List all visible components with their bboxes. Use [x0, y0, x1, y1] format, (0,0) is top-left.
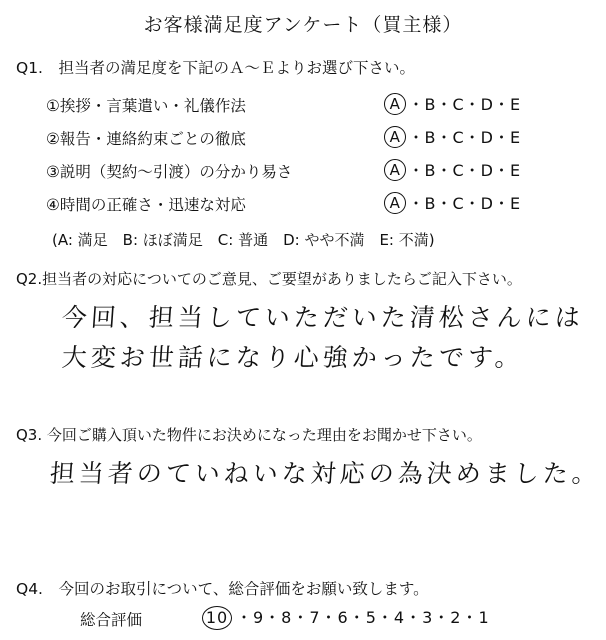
q1-legend: (A: 満足 B: ほぼ満足 C: 普通 D: やや不満 E: 不満)	[52, 231, 435, 249]
q2-answer-line1: 今回、担当していただいた清松さんには	[60, 303, 585, 332]
q1-item-greeting: ①挨拶・言葉遣い・礼儀作法	[46, 97, 246, 115]
q3-question: Q3. 今回ご購入頂いた物件にお決めになった理由をお聞かせ下さい。	[16, 426, 482, 444]
rating-options: ・B・C・D・E	[408, 194, 521, 213]
q2-answer-line2: 大変お世話になり心強かったです。	[60, 343, 525, 372]
q4-score-scale	[202, 605, 490, 630]
page-title: お客様満足度アンケート（買主様）	[143, 14, 463, 36]
score-options: ・9・8・7・6・5・4・3・2・1	[236, 608, 490, 627]
q4-label: 総合評価	[80, 611, 143, 629]
rating-selected-mark: A	[384, 192, 406, 214]
q1-item-greeting-rating	[384, 92, 521, 116]
rating-selected-mark: A	[384, 93, 406, 115]
q1-item-reporting: ②報告・連絡約束ごとの徹底	[46, 130, 246, 148]
q3-answer: 担当者のていねいな対応の為決めました。	[48, 459, 602, 488]
score-selected-mark: 10	[202, 606, 232, 630]
rating-options: ・B・C・D・E	[408, 95, 521, 114]
q1-item-explanation-rating	[384, 158, 521, 182]
rating-selected-mark: A	[384, 159, 406, 181]
q1-item-punctuality-rating	[384, 191, 521, 215]
rating-selected-mark: A	[384, 126, 406, 148]
q1-item-punctuality: ④時間の正確さ・迅速な対応	[46, 196, 246, 214]
q4-question: Q4. 今回のお取引について、総合評価をお願い致します。	[16, 580, 429, 598]
rating-options: ・B・C・D・E	[408, 161, 521, 180]
q1-item-reporting-rating	[384, 125, 521, 149]
q2-question: Q2.担当者の対応についてのご意見、ご要望がありましたらご記入下さい。	[16, 270, 522, 288]
q1-question: Q1. 担当者の満足度を下記のＡ～Ｅよりお選び下さい。	[16, 59, 415, 77]
q1-item-explanation: ③説明（契約～引渡）の分かり易さ	[46, 163, 293, 181]
rating-options: ・B・C・D・E	[408, 128, 521, 147]
